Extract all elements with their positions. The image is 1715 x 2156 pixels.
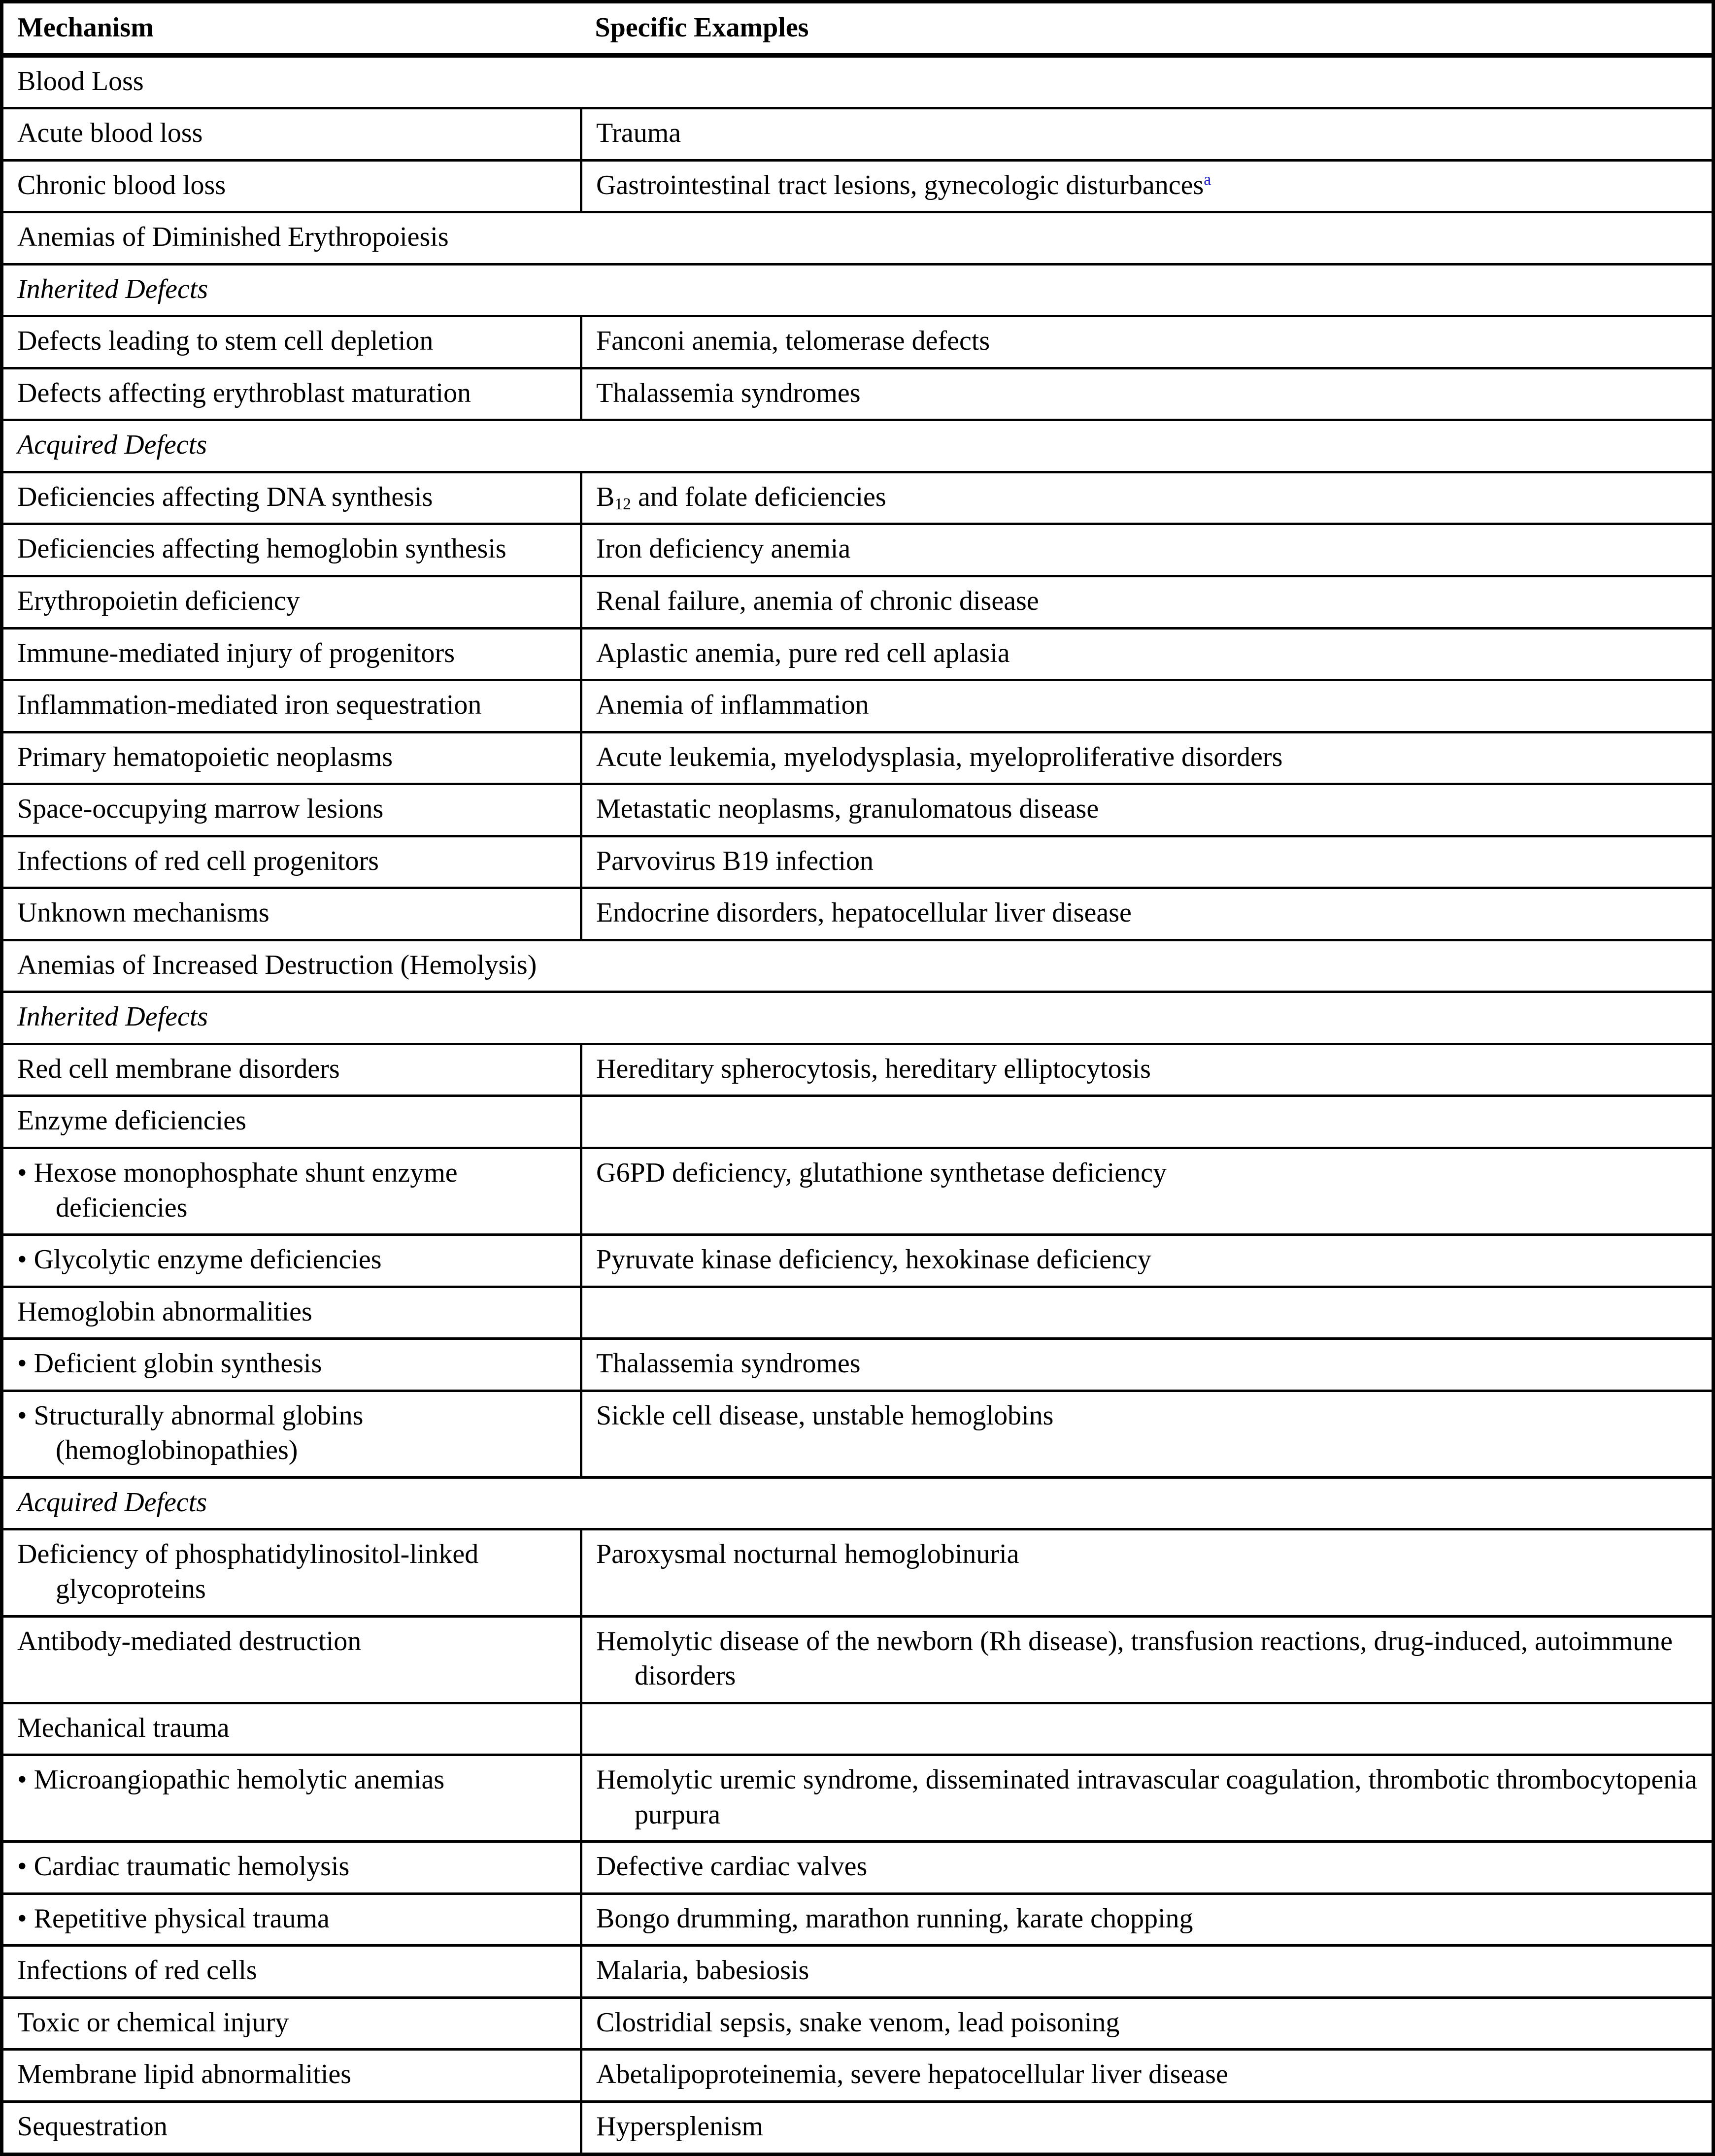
examples-cell: Aplastic anemia, pure red cell aplasia: [581, 628, 1714, 680]
examples-cell: Hemolytic disease of the newborn (Rh disease), transfusion reactions, drug-induced, autoimmune disorders: [581, 1616, 1714, 1703]
bullet-marker: •: [17, 1851, 27, 1882]
table-row: [2, 1148, 1714, 1235]
examples-cell: Acute leukemia, myelodysplasia, myeloproliferative disorders: [581, 732, 1714, 784]
table-row: [2, 888, 1714, 940]
table-row: [2, 1391, 1714, 1477]
table-row: [2, 1842, 1714, 1894]
mechanism-cell: Defects leading to stem cell depletion: [2, 316, 581, 368]
examples-cell: Gastrointestinal tract lesions, gynecologic disturbances$^a$: [581, 160, 1714, 212]
mechanism-cell: Chronic blood loss: [2, 160, 581, 212]
mechanism-cell: Hemoglobin abnormalities: [2, 1287, 581, 1339]
examples-cell: $B_{12}$ and folate deficiencies: [581, 472, 1714, 524]
table-row: [2, 2101, 1714, 2154]
table-row: [2, 1529, 1714, 1616]
bullet-marker: •: [17, 1348, 27, 1379]
examples-cell: Anemia of inflammation: [581, 680, 1714, 732]
table-row: [2, 1044, 1714, 1096]
column-header-mechanism: Mechanism: [2, 2, 581, 56]
table-body: [2, 55, 1714, 2154]
mechanism-cell: • Hexose monophosphate shunt enzyme deficiencies: [2, 1148, 581, 1235]
table-row: [2, 836, 1714, 888]
mechanism-cell: • Structurally abnormal globins (hemoglobinopathies): [2, 1391, 581, 1477]
table-row: [2, 316, 1714, 368]
examples-cell: Sickle cell disease, unstable hemoglobins: [581, 1391, 1714, 1477]
table-row: [2, 524, 1714, 576]
mechanism-cell: Inflammation-mediated iron sequestration: [2, 680, 581, 732]
examples-cell: Parvovirus B19 infection: [581, 836, 1714, 888]
table-header: [2, 2, 1714, 56]
section-label: Anemias of Diminished Erythropoiesis: [2, 212, 1714, 265]
subsection-row: [2, 420, 1714, 472]
examples-cell: [581, 1703, 1714, 1755]
mechanism-cell: Deficiencies affecting DNA synthesis: [2, 472, 581, 524]
mechanism-cell: Acute blood loss: [2, 108, 581, 161]
subsection-row: [2, 264, 1714, 316]
table-row: [2, 2050, 1714, 2102]
section-row: [2, 212, 1714, 265]
examples-cell: G6PD deficiency, glutathione synthetase deficiency: [581, 1148, 1714, 1235]
bullet-marker: •: [17, 1244, 27, 1275]
examples-cell: Iron deficiency anemia: [581, 524, 1714, 576]
examples-cell: Endocrine disorders, hepatocellular liver disease: [581, 888, 1714, 940]
examples-cell: Metastatic neoplasms, granulomatous disease: [581, 784, 1714, 836]
subsection-label: Inherited Defects: [2, 264, 1714, 316]
subsection-row: [2, 992, 1714, 1044]
table-row: [2, 1946, 1714, 1998]
subscript: 12: [614, 495, 631, 514]
examples-cell: Clostridial sepsis, snake venom, lead poisoning: [581, 1997, 1714, 2050]
mechanism-cell: Erythropoietin deficiency: [2, 576, 581, 629]
mechanism-cell: Membrane lipid abnormalities: [2, 2050, 581, 2102]
column-header-specific-examples: Specific Examples: [581, 2, 1714, 56]
table-row: [2, 472, 1714, 524]
examples-cell: Hypersplenism: [581, 2101, 1714, 2154]
examples-cell: Malaria, babesiosis: [581, 1946, 1714, 1998]
mechanism-cell: Infections of red cell progenitors: [2, 836, 581, 888]
table-row: [2, 368, 1714, 420]
table-row: [2, 1235, 1714, 1287]
table-row: [2, 1287, 1714, 1339]
mechanism-cell: • Microangiopathic hemolytic anemias: [2, 1755, 581, 1842]
table-row: [2, 1703, 1714, 1755]
mechanism-cell: Deficiency of phosphatidylinositol-linked glycoproteins: [2, 1529, 581, 1616]
table-row: [2, 108, 1714, 161]
table-row: [2, 628, 1714, 680]
table-row: [2, 1339, 1714, 1391]
examples-cell: Fanconi anemia, telomerase defects: [581, 316, 1714, 368]
mechanism-cell: Defects affecting erythroblast maturation: [2, 368, 581, 420]
examples-cell: [581, 1096, 1714, 1148]
examples-cell: Pyruvate kinase deficiency, hexokinase deficiency: [581, 1235, 1714, 1287]
mechanism-cell: Toxic or chemical injury: [2, 1997, 581, 2050]
footnote-marker: a: [1204, 170, 1211, 189]
examples-cell: [581, 1287, 1714, 1339]
table-row: [2, 1096, 1714, 1148]
table-row: [2, 160, 1714, 212]
mechanism-cell: Infections of red cells: [2, 1946, 581, 1998]
mechanism-cell: • Cardiac traumatic hemolysis: [2, 1842, 581, 1894]
table-row: [2, 1616, 1714, 1703]
section-label: Anemias of Increased Destruction (Hemolysis): [2, 940, 1714, 992]
table-row: [2, 1893, 1714, 1946]
examples-cell: Renal failure, anemia of chronic disease: [581, 576, 1714, 629]
subsection-label: Acquired Defects: [2, 1477, 1714, 1529]
table-row: [2, 1997, 1714, 2050]
section-row: [2, 940, 1714, 992]
header-row: [2, 2, 1714, 56]
mechanism-cell: Mechanical trauma: [2, 1703, 581, 1755]
table-row: [2, 680, 1714, 732]
mechanism-cell: Space-occupying marrow lesions: [2, 784, 581, 836]
subsection-label: Inherited Defects: [2, 992, 1714, 1044]
mechanism-cell: Red cell membrane disorders: [2, 1044, 581, 1096]
examples-cell: Defective cardiac valves: [581, 1842, 1714, 1894]
mechanism-cell: Deficiencies affecting hemoglobin synthesis: [2, 524, 581, 576]
table-row: [2, 576, 1714, 629]
table-row: [2, 784, 1714, 836]
examples-cell: Hereditary spherocytosis, hereditary elliptocytosis: [581, 1044, 1714, 1096]
mechanism-cell: Enzyme deficiencies: [2, 1096, 581, 1148]
examples-cell: Bongo drumming, marathon running, karate chopping: [581, 1893, 1714, 1946]
examples-cell: Abetalipoproteinemia, severe hepatocellular liver disease: [581, 2050, 1714, 2102]
mechanism-cell: Immune-mediated injury of progenitors: [2, 628, 581, 680]
bullet-marker: •: [17, 1158, 27, 1189]
examples-cell: Trauma: [581, 108, 1714, 161]
mechanism-cell: • Deficient globin synthesis: [2, 1339, 581, 1391]
mechanism-cell: Unknown mechanisms: [2, 888, 581, 940]
section-row: [2, 55, 1714, 108]
mechanism-cell: Primary hematopoietic neoplasms: [2, 732, 581, 784]
mechanism-cell: Antibody-mediated destruction: [2, 1616, 581, 1703]
bullet-marker: •: [17, 1400, 27, 1431]
examples-cell: Thalassemia syndromes: [581, 368, 1714, 420]
table-row: [2, 1755, 1714, 1842]
section-label: Blood Loss: [2, 55, 1714, 108]
bullet-marker: •: [17, 1903, 27, 1934]
mechanism-cell: Sequestration: [2, 2101, 581, 2154]
bullet-marker: •: [17, 1764, 27, 1795]
examples-cell: Paroxysmal nocturnal hemoglobinuria: [581, 1529, 1714, 1616]
table-row: [2, 732, 1714, 784]
examples-cell: Thalassemia syndromes: [581, 1339, 1714, 1391]
subsection-label: Acquired Defects: [2, 420, 1714, 472]
mechanism-cell: • Glycolytic enzyme deficiencies: [2, 1235, 581, 1287]
subsection-row: [2, 1477, 1714, 1529]
mechanism-cell: • Repetitive physical trauma: [2, 1893, 581, 1946]
examples-cell: Hemolytic uremic syndrome, disseminated intravascular coagulation, thrombotic thrombocytopenia purpura: [581, 1755, 1714, 1842]
